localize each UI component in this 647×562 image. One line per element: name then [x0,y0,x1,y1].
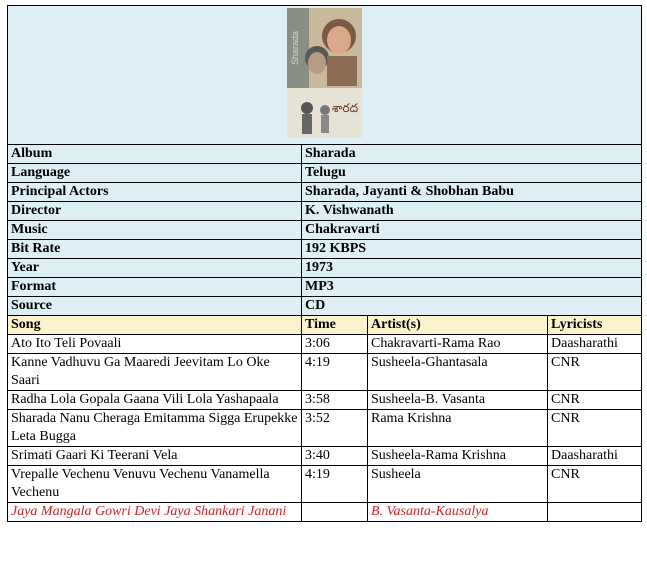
album-cover-cell [8,6,642,145]
detail-row [8,297,642,316]
song-lyricists: CNR [548,466,642,503]
song-title: Radha Lola Gopala Gaana Vili Lola Yashapaala [8,391,302,410]
detail-value: K. Vishwanath [302,202,642,221]
song-artists: B. Vasanta-Kausalya [368,503,548,522]
song-lyricists: CNR [548,410,642,447]
song-lyricists: Daasharathi [548,335,642,354]
song-title: Sharada Nanu Cheraga Emitamma Sigga Erupekke Leta Bugga [8,410,302,447]
detail-row [8,221,642,240]
column-header-artists: Artist(s) [368,316,548,335]
song-artists: Susheela-Rama Krishna [368,447,548,466]
song-title: Jaya Mangala Gowri Devi Jaya Shankari Janani [8,503,302,522]
song-artists: Susheela-B. Vasanta [368,391,548,410]
detail-row [8,145,642,164]
song-title: Ato Ito Teli Povaali [8,335,302,354]
song-artists: Rama Krishna [368,410,548,447]
song-row [8,503,642,522]
song-lyricists [548,503,642,522]
detail-label: Language [8,164,302,183]
detail-value: Sharada [302,145,642,164]
cover-side-text: Sharada [290,30,300,66]
detail-value: Chakravarti [302,221,642,240]
song-time: 4:19 [302,354,368,391]
song-title: Kanne Vadhuvu Ga Maaredi Jeevitam Lo Oke Saari [8,354,302,391]
song-row [8,466,642,503]
song-time: 3:58 [302,391,368,410]
detail-value: 192 KBPS [302,240,642,259]
detail-row [8,164,642,183]
detail-label: Format [8,278,302,297]
song-artists: Susheela [368,466,548,503]
detail-value: Sharada, Jayanti & Shobhan Babu [302,183,642,202]
detail-label: Year [8,259,302,278]
song-table-header [8,316,642,335]
detail-row [8,240,642,259]
song-time: 3:06 [302,335,368,354]
detail-label: Source [8,297,302,316]
detail-row [8,202,642,221]
detail-value: MP3 [302,278,642,297]
song-time: 3:52 [302,410,368,447]
detail-row [8,259,642,278]
song-title: Vrepalle Vechenu Venuvu Vechenu Vanamella Vechenu [8,466,302,503]
song-time: 4:19 [302,466,368,503]
song-artists: Chakravarti-Rama Rao [368,335,548,354]
song-title: Srimati Gaari Ki Teerani Vela [8,447,302,466]
column-header-time: Time [302,316,368,335]
song-row [8,354,642,391]
song-lyricists: Daasharathi [548,447,642,466]
detail-row [8,278,642,297]
song-lyricists: CNR [548,391,642,410]
detail-value: Telugu [302,164,642,183]
detail-label: Album [8,145,302,164]
album-info-table [7,5,642,522]
detail-label: Music [8,221,302,240]
detail-label: Principal Actors [8,183,302,202]
song-row [8,335,642,354]
detail-label: Bit Rate [8,240,302,259]
song-row [8,410,642,447]
song-time [302,503,368,522]
song-artists: Susheela-Ghantasala [368,354,548,391]
song-row [8,391,642,410]
song-lyricists: CNR [548,354,642,391]
cover-poster-title: శారద [331,101,359,115]
detail-value: CD [302,297,642,316]
column-header-song: Song [8,316,302,335]
song-time: 3:40 [302,447,368,466]
song-row [8,447,642,466]
detail-value: 1973 [302,259,642,278]
album-cover-image [287,8,362,138]
detail-label: Director [8,202,302,221]
detail-row [8,183,642,202]
column-header-lyricists: Lyricists [548,316,642,335]
